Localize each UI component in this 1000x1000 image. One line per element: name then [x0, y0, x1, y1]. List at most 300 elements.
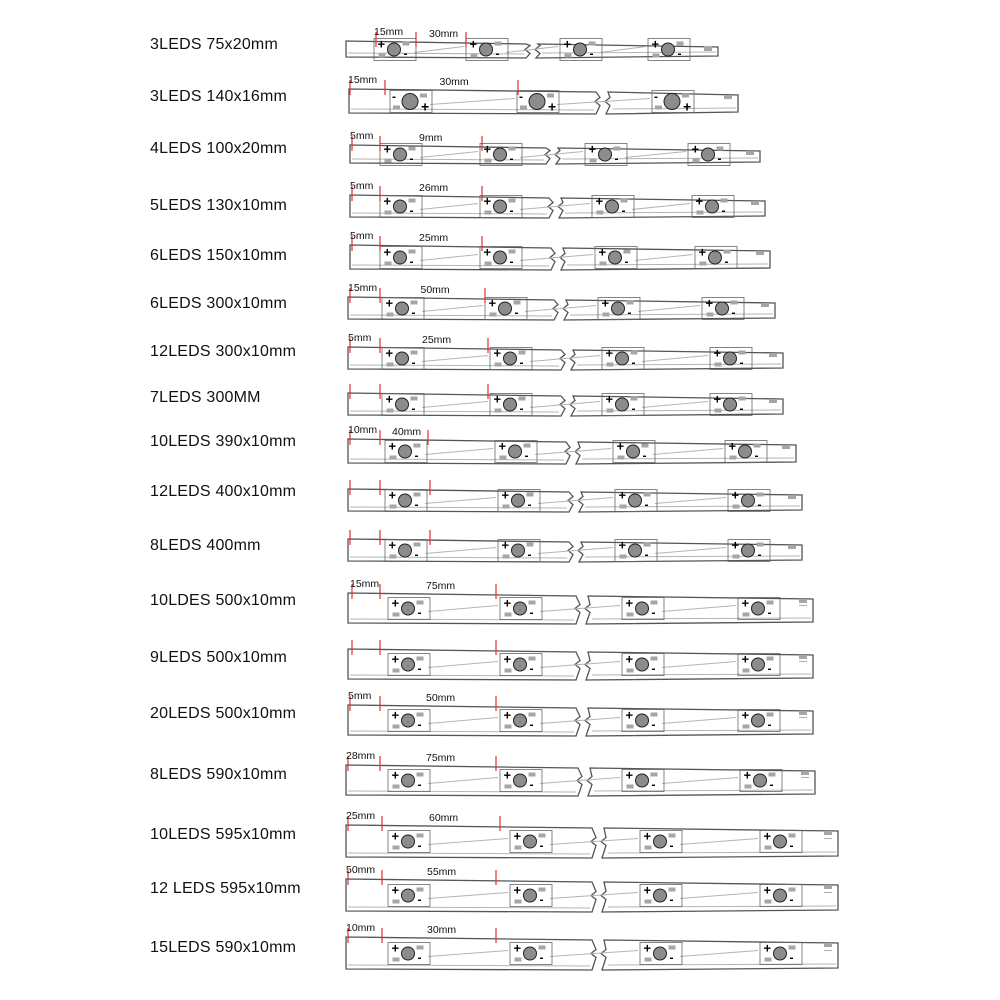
- led-chip: [636, 602, 649, 615]
- plus-symbol: +: [705, 295, 714, 311]
- solder-pad: [519, 397, 526, 401]
- plus-symbol: +: [763, 882, 772, 898]
- end-pad: [751, 201, 759, 205]
- solder-pad: [721, 199, 728, 203]
- led-chip: [388, 43, 401, 56]
- led-chip: [402, 714, 415, 727]
- minus-symbol: -: [414, 547, 419, 562]
- strip-label: 6LEDS 150x10mm: [150, 247, 288, 264]
- board-right-half: [560, 248, 770, 270]
- minus-symbol: -: [627, 305, 632, 320]
- solder-pad: [651, 601, 658, 605]
- solder-pad: [509, 250, 516, 254]
- led-pitch-dimension: 30mm: [427, 924, 457, 936]
- led-chip: [774, 889, 787, 902]
- solder-pad: [624, 250, 631, 254]
- solder-pad: [417, 946, 424, 950]
- minus-symbol: -: [514, 305, 519, 320]
- plus-symbol: +: [605, 391, 614, 407]
- minus-symbol: -: [519, 401, 524, 416]
- plus-symbol: +: [388, 537, 397, 553]
- minus-symbol: -: [721, 203, 726, 218]
- solder-pad: [669, 834, 676, 838]
- led-chip: [724, 398, 737, 411]
- solder-pad: [603, 313, 610, 317]
- led-chip: [629, 544, 642, 557]
- solder-pad: [717, 147, 724, 151]
- first-offset-dimension: 5mm: [350, 230, 374, 242]
- solder-pad: [682, 94, 689, 98]
- led-chip: [394, 251, 407, 264]
- solder-pad: [539, 834, 546, 838]
- solder-pad: [631, 397, 638, 401]
- led-chip: [742, 494, 755, 507]
- solder-pad: [390, 456, 397, 460]
- led-chip: [627, 445, 640, 458]
- solder-pad: [607, 363, 614, 367]
- strip-label: 12 LEDS 595x10mm: [150, 880, 301, 897]
- led-chip: [742, 544, 755, 557]
- led-chip: [494, 251, 507, 264]
- solder-pad: [515, 900, 522, 904]
- end-pad: [799, 599, 807, 603]
- minus-symbol: -: [642, 448, 647, 463]
- solder-pad: [393, 669, 400, 673]
- plus-symbol: +: [588, 141, 597, 157]
- minus-symbol: -: [644, 547, 649, 562]
- solder-pad: [485, 211, 492, 215]
- plus-symbol: +: [513, 882, 522, 898]
- end-pad: [824, 943, 832, 947]
- solder-pad: [417, 657, 424, 661]
- led-chip: [612, 302, 625, 315]
- strip-label: 10LDES 500x10mm: [150, 592, 297, 609]
- solder-pad: [539, 946, 546, 950]
- minus-symbol: -: [769, 777, 774, 792]
- minus-symbol: -: [767, 661, 772, 676]
- solder-pad: [590, 159, 597, 163]
- solder-pad: [618, 456, 625, 460]
- led-chip: [706, 200, 719, 213]
- plus-symbol: +: [421, 98, 430, 115]
- plus-symbol: +: [493, 391, 502, 407]
- first-offset-dimension: 5mm: [348, 690, 372, 702]
- led-pitch-dimension: 75mm: [426, 752, 456, 764]
- strip-label: 10LEDS 390x10mm: [150, 433, 297, 450]
- solder-pad: [733, 555, 740, 559]
- minus-symbol: -: [589, 46, 594, 61]
- end-pad: [724, 95, 732, 99]
- led-chip: [774, 835, 787, 848]
- solder-pad: [765, 958, 772, 962]
- led-pitch-dimension: 75mm: [426, 580, 456, 592]
- plus-symbol: +: [503, 767, 512, 783]
- first-offset-dimension: 5mm: [348, 332, 372, 344]
- solder-pad: [669, 946, 676, 950]
- plus-symbol: +: [383, 141, 392, 157]
- plus-symbol: +: [388, 487, 397, 503]
- board-right-half: [601, 882, 838, 912]
- minus-symbol: -: [527, 497, 532, 512]
- minus-symbol: -: [654, 89, 658, 104]
- led-strip: [348, 384, 783, 416]
- led-chip: [394, 148, 407, 161]
- solder-pad: [514, 301, 521, 305]
- first-offset-dimension: 50mm: [346, 864, 376, 876]
- plus-symbol: +: [383, 244, 392, 260]
- solder-pad: [644, 493, 651, 497]
- led-chip: [774, 947, 787, 960]
- minus-symbol: -: [417, 950, 422, 965]
- strip-label: 8LEDS 400mm: [150, 537, 261, 554]
- strip-label: 8LEDS 590x10mm: [150, 766, 288, 783]
- solder-pad: [757, 543, 764, 547]
- solder-pad: [620, 555, 627, 559]
- led-chip: [399, 494, 412, 507]
- solder-pad: [707, 313, 714, 317]
- minus-symbol: -: [669, 950, 674, 965]
- solder-pad: [390, 555, 397, 559]
- solder-pad: [645, 846, 652, 850]
- solder-pad: [754, 444, 761, 448]
- end-pad: [756, 251, 764, 255]
- board-right-half: [563, 300, 775, 320]
- plus-symbol: +: [605, 345, 614, 361]
- plus-symbol: +: [488, 295, 497, 311]
- solder-pad: [539, 888, 546, 892]
- led-chip: [514, 774, 527, 787]
- solder-pad: [627, 301, 634, 305]
- led-pitch-dimension: 30mm: [439, 76, 469, 88]
- solder-pad: [739, 351, 746, 355]
- led-chip: [754, 774, 767, 787]
- led-chip: [494, 148, 507, 161]
- strip-label: 3LEDS 75x20mm: [150, 36, 278, 53]
- strip-label: 4LEDS 100x20mm: [150, 140, 288, 157]
- minus-symbol: -: [524, 448, 529, 463]
- solder-pad: [645, 958, 652, 962]
- solder-pad: [509, 147, 516, 151]
- led-pitch-dimension: 60mm: [429, 812, 459, 824]
- plus-symbol: +: [388, 438, 397, 454]
- solder-pad: [485, 159, 492, 163]
- plus-symbol: +: [695, 193, 704, 209]
- plus-symbol: +: [377, 36, 386, 52]
- solder-pad: [509, 199, 516, 203]
- minus-symbol: -: [631, 401, 636, 416]
- plus-symbol: +: [598, 244, 607, 260]
- board-right-half: [578, 492, 802, 512]
- led-strip: [348, 690, 813, 736]
- plus-symbol: +: [595, 193, 604, 209]
- led-chip: [629, 494, 642, 507]
- solder-pad: [471, 54, 478, 58]
- solder-pad: [715, 363, 722, 367]
- solder-pad: [677, 42, 684, 46]
- minus-symbol: -: [411, 305, 416, 320]
- plus-symbol: +: [741, 651, 750, 667]
- plus-symbol: +: [391, 651, 400, 667]
- minus-symbol: -: [417, 838, 422, 853]
- end-pad: [788, 545, 796, 549]
- led-chip: [664, 94, 680, 110]
- led-chip: [662, 43, 675, 56]
- solder-pad: [403, 42, 410, 46]
- led-chip: [616, 352, 629, 365]
- solder-pad: [715, 409, 722, 413]
- minus-symbol: -: [651, 661, 656, 676]
- solder-pad: [515, 958, 522, 962]
- first-offset-dimension: 10mm: [348, 424, 378, 436]
- minus-symbol: -: [392, 89, 396, 104]
- solder-pad: [733, 505, 740, 509]
- first-offset-dimension: 25mm: [346, 810, 376, 822]
- plus-symbol: +: [513, 940, 522, 956]
- solder-pad: [495, 42, 502, 46]
- led-chip: [654, 947, 667, 960]
- plus-symbol: +: [391, 828, 400, 844]
- solder-pad: [420, 94, 427, 98]
- led-chip: [609, 251, 622, 264]
- solder-pad: [789, 946, 796, 950]
- led-chip: [599, 148, 612, 161]
- led-chip: [524, 835, 537, 848]
- minus-symbol: -: [417, 605, 422, 620]
- solder-pad: [393, 900, 400, 904]
- solder-pad: [627, 725, 634, 729]
- first-offset-dimension: 15mm: [348, 74, 378, 86]
- led-chip: [524, 889, 537, 902]
- led-chip: [724, 352, 737, 365]
- end-pad: [799, 711, 807, 715]
- solder-pad: [627, 785, 634, 789]
- minus-symbol: -: [624, 254, 629, 269]
- board-right-half: [601, 828, 838, 858]
- plus-symbol: +: [563, 36, 572, 52]
- led-chip: [752, 714, 765, 727]
- board-right-half: [578, 542, 802, 562]
- solder-pad: [490, 313, 497, 317]
- led-chip: [512, 494, 525, 507]
- minus-symbol: -: [757, 547, 762, 562]
- led-pitch-dimension: 30mm: [429, 28, 459, 40]
- end-pad: [746, 151, 754, 155]
- plus-symbol: +: [616, 438, 625, 454]
- led-chip: [509, 445, 522, 458]
- minus-symbol: -: [651, 605, 656, 620]
- first-offset-dimension: 10mm: [346, 922, 376, 934]
- led-chip: [494, 200, 507, 213]
- minus-symbol: -: [731, 305, 736, 320]
- led-strip: [350, 180, 765, 218]
- minus-symbol: -: [529, 605, 534, 620]
- solder-pad: [767, 657, 774, 661]
- solder-pad: [789, 888, 796, 892]
- plus-symbol: +: [501, 487, 510, 503]
- solder-pad: [505, 613, 512, 617]
- solder-pad: [409, 147, 416, 151]
- plus-symbol: +: [501, 537, 510, 553]
- led-chip: [709, 251, 722, 264]
- solder-pad: [393, 785, 400, 789]
- led-chip: [752, 602, 765, 615]
- solder-pad: [627, 613, 634, 617]
- minus-symbol: -: [757, 497, 762, 512]
- plus-symbol: +: [391, 707, 400, 723]
- solder-pad: [730, 456, 737, 460]
- minus-symbol: -: [724, 254, 729, 269]
- led-chip: [514, 714, 527, 727]
- first-offset-dimension: 15mm: [348, 282, 378, 294]
- led-chip: [399, 445, 412, 458]
- end-pad: [799, 655, 807, 659]
- solder-pad: [411, 397, 418, 401]
- led-chip: [716, 302, 729, 315]
- solder-pad: [393, 846, 400, 850]
- solder-pad: [743, 669, 750, 673]
- solder-pad: [385, 211, 392, 215]
- plus-symbol: +: [743, 767, 752, 783]
- solder-pad: [387, 313, 394, 317]
- minus-symbol: -: [529, 777, 534, 792]
- led-pitch-dimension: 50mm: [426, 692, 456, 704]
- solder-pad: [387, 409, 394, 413]
- solder-pad: [385, 159, 392, 163]
- led-strip: [350, 130, 760, 166]
- solder-pad: [767, 713, 774, 717]
- minus-symbol: -: [539, 950, 544, 965]
- solder-pad: [529, 713, 536, 717]
- strip-label: 6LEDS 300x10mm: [150, 295, 288, 312]
- led-strip: [348, 530, 802, 562]
- led-chip: [499, 302, 512, 315]
- minus-symbol: -: [739, 355, 744, 370]
- solder-pad: [515, 846, 522, 850]
- solder-pad: [645, 900, 652, 904]
- minus-symbol: -: [509, 151, 514, 166]
- plus-symbol: +: [385, 345, 394, 361]
- plus-symbol: +: [493, 345, 502, 361]
- led-chip: [402, 602, 415, 615]
- end-pad: [824, 885, 832, 889]
- led-chip: [396, 398, 409, 411]
- minus-symbol: -: [509, 254, 514, 269]
- solder-pad: [724, 250, 731, 254]
- first-offset-dimension: 15mm: [350, 578, 380, 590]
- plus-symbol: +: [763, 828, 772, 844]
- minus-symbol: -: [614, 151, 619, 166]
- plus-symbol: +: [763, 940, 772, 956]
- solder-pad: [589, 42, 596, 46]
- plus-symbol: +: [731, 537, 740, 553]
- minus-symbol: -: [621, 203, 626, 218]
- led-chip: [514, 658, 527, 671]
- plus-symbol: +: [713, 391, 722, 407]
- solder-pad: [620, 505, 627, 509]
- minus-symbol: -: [519, 89, 523, 104]
- solder-pad: [693, 159, 700, 163]
- led-chip: [636, 658, 649, 671]
- solder-pad: [565, 54, 572, 58]
- strip-label: 15LEDS 590x10mm: [150, 939, 297, 956]
- led-chip: [402, 658, 415, 671]
- plus-symbol: +: [698, 244, 707, 260]
- plus-symbol: +: [618, 537, 627, 553]
- plus-symbol: +: [503, 595, 512, 611]
- solder-pad: [519, 351, 526, 355]
- solder-pad: [597, 211, 604, 215]
- plus-symbol: +: [385, 391, 394, 407]
- solder-pad: [393, 613, 400, 617]
- end-pad: [761, 303, 769, 307]
- led-strip: [348, 332, 783, 370]
- minus-symbol: -: [789, 892, 794, 907]
- led-chip: [636, 774, 649, 787]
- plus-symbol: +: [469, 36, 478, 52]
- board-right-half: [535, 44, 718, 58]
- minus-symbol: -: [789, 838, 794, 853]
- solder-pad: [547, 94, 554, 98]
- minus-symbol: -: [644, 497, 649, 512]
- led-chip: [504, 352, 517, 365]
- led-strip: [346, 810, 838, 858]
- plus-symbol: +: [391, 767, 400, 783]
- solder-pad: [414, 444, 421, 448]
- led-pitch-dimension: 9mm: [419, 132, 443, 144]
- first-offset-dimension: 5mm: [350, 130, 374, 142]
- plus-symbol: +: [385, 295, 394, 311]
- minus-symbol: -: [669, 838, 674, 853]
- led-chip: [402, 947, 415, 960]
- plus-symbol: +: [391, 882, 400, 898]
- led-strip: [348, 640, 813, 680]
- plus-symbol: +: [728, 438, 737, 454]
- minus-symbol: -: [409, 203, 414, 218]
- end-pad: [824, 831, 832, 835]
- minus-symbol: -: [651, 717, 656, 732]
- plus-symbol: +: [513, 828, 522, 844]
- led-strip: [346, 750, 815, 796]
- led-chip: [402, 774, 415, 787]
- minus-symbol: -: [527, 547, 532, 562]
- strip-label: 7LEDS 300MM: [150, 389, 261, 406]
- led-chip: [394, 200, 407, 213]
- solder-pad: [527, 493, 534, 497]
- solder-pad: [505, 785, 512, 789]
- solder-pad: [485, 262, 492, 266]
- led-chip: [402, 835, 415, 848]
- solder-pad: [757, 493, 764, 497]
- solder-pad: [524, 444, 531, 448]
- minus-symbol: -: [411, 401, 416, 416]
- minus-symbol: -: [411, 355, 416, 370]
- led-chip: [514, 602, 527, 615]
- solder-pad: [409, 250, 416, 254]
- first-offset-dimension: 15mm: [374, 26, 404, 38]
- solder-pad: [743, 725, 750, 729]
- solder-pad: [393, 958, 400, 962]
- plus-symbol: +: [651, 36, 660, 52]
- first-offset-dimension: 28mm: [346, 750, 376, 762]
- solder-pad: [651, 713, 658, 717]
- solder-pad: [651, 657, 658, 661]
- minus-symbol: -: [403, 46, 408, 61]
- plus-symbol: +: [741, 707, 750, 723]
- led-chip: [636, 714, 649, 727]
- led-strip: [348, 282, 775, 320]
- led-pitch-dimension: 50mm: [420, 284, 450, 296]
- plus-symbol: +: [643, 828, 652, 844]
